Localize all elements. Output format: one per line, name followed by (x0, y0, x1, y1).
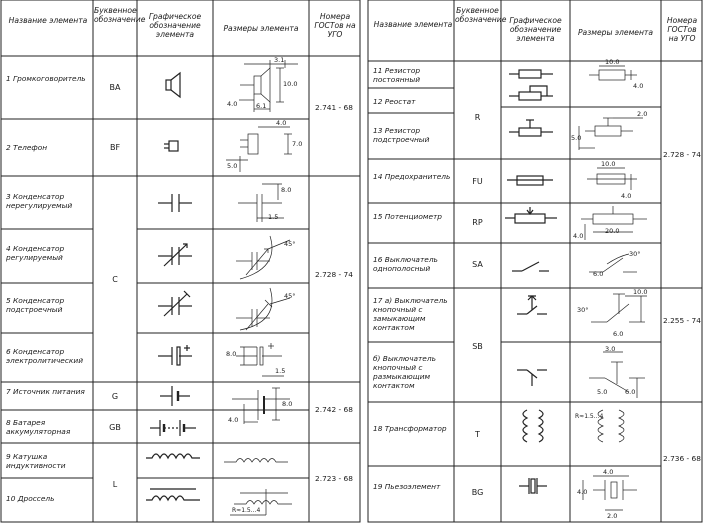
row-name-19: 19 Пьезоэлемент (373, 482, 441, 491)
dim-r-6c: 6.0 (625, 388, 636, 396)
row-name-4: 4 Конденсатор регулируемый (6, 244, 65, 262)
code-rp: RP (472, 218, 483, 227)
dim-r-4: 4.0 (633, 82, 644, 90)
header-size: Размеры элемента (223, 24, 299, 33)
dim-r-4e: 4.0 (577, 488, 588, 496)
row-name-1: 1 Громкоговоритель (6, 74, 86, 83)
dim-8b: 8.0 (226, 350, 237, 358)
code-c: C (112, 275, 118, 284)
code-sa: SA (472, 260, 483, 269)
header-size-r: Размеры элемента (577, 28, 654, 37)
dim-6-1: 6.1 (256, 102, 267, 110)
gost-4: 2.723 - 68 (315, 474, 353, 483)
row-name-11: 11 Резистор постоянный (373, 66, 421, 84)
dim-r-5: 5.0 (571, 134, 582, 142)
row-name-15: 15 Потенциометр (373, 212, 442, 221)
header-graphic-r: Графическое обозначение элемента (509, 16, 562, 43)
row-name-7: 7 Источник питания (6, 387, 85, 396)
header-gost-r: Номера ГОСТов на УГО (666, 16, 698, 43)
code-sb: SB (472, 342, 483, 351)
angle-45b: 45° (284, 292, 296, 300)
dim-r-5b: 5.0 (597, 388, 608, 396)
dim-4c: 4.0 (228, 416, 239, 424)
code-gb: GB (109, 423, 121, 432)
code-r: R (474, 113, 481, 122)
code-g: G (111, 392, 119, 401)
dim-1-5: 1.5 (268, 213, 279, 221)
row-name-9: 9 Катушка индуктивности (6, 452, 66, 470)
row-name-5: 5 Конденсатор подстроечный (6, 296, 65, 314)
header-name-r: Название элемента (373, 20, 453, 29)
row-name-13: 13 Резистор подстроечный (373, 126, 430, 144)
gost-7: 2.736 - 68 (663, 454, 701, 463)
dim-4b: 4.0 (276, 119, 287, 127)
dim-r-3: 3.0 (605, 345, 616, 353)
dim-8: 8.0 (281, 186, 292, 194)
row-name-2: 2 Телефон (6, 143, 48, 152)
header-graphic: Графическое обозначение элемента (148, 12, 202, 39)
row-name-10: 10 Дроссель (6, 494, 55, 503)
header-letter: Буквенное обозначение (94, 6, 146, 24)
row-name-17b: б) Выключатель кнопочный с размыкающим контактом (373, 354, 436, 390)
dim-4: 4.0 (227, 100, 238, 108)
dim-r-2: 2.0 (637, 110, 648, 118)
row-name-14: 14 Предохранитель (373, 172, 451, 181)
dim-8c: 8.0 (282, 400, 293, 408)
dim-r-2b: 2.0 (607, 512, 618, 520)
dim-r-4d: 4.0 (603, 468, 614, 476)
row-name-8: 8 Батарея аккумуляторная (6, 418, 71, 436)
code-l: L (112, 480, 118, 489)
angle-r-30b: 30° (577, 306, 589, 314)
code-ba: BA (109, 83, 121, 92)
dim-5: 5.0 (227, 162, 238, 170)
code-bg: BG (471, 488, 484, 497)
dim-r-4b: 4.0 (621, 192, 632, 200)
row-name-17a: 17 а) Выключатель кнопочный с замыкающим контактом (373, 296, 448, 332)
gost-5: 2.728 - 74 (663, 150, 701, 159)
dim-r-10c: 10.0 (633, 288, 648, 296)
row-name-18: 18 Трансформатор (373, 424, 447, 433)
row-name-6: 6 Конденсатор электролитический (6, 347, 83, 365)
dim-3-1: 3.1 (274, 56, 285, 64)
dim-1-5b: 1.5 (275, 367, 286, 375)
gost-2: 2.728 - 74 (315, 270, 353, 279)
row-name-12: 12 Реостат (373, 97, 416, 106)
dim-10: 10.0 (283, 80, 298, 88)
dim-radius: R≈1.5...4 (232, 507, 261, 514)
row-name-16: 16 Выключатель однополосный (373, 255, 438, 273)
gost-1: 2.741 - 68 (315, 103, 353, 112)
header-name: Название элемента (8, 16, 88, 25)
angle-45a: 45° (284, 240, 296, 248)
dim-r-20: 20.0 (605, 227, 620, 235)
code-t: T (475, 430, 480, 439)
dim-r-10b: 10.0 (601, 160, 616, 168)
dim-r-4c: 4.0 (573, 232, 584, 240)
header-gost: Номера ГОСТов на УГО (314, 12, 356, 39)
right-table (367, 0, 703, 523)
dim-r-radius: R≈1.5...4 (575, 413, 604, 420)
dim-r-6: 6.0 (593, 270, 604, 278)
dim-r-6b: 6.0 (613, 330, 624, 338)
angle-r-30a: 30° (629, 250, 641, 258)
dim-r-10: 10.0 (605, 58, 620, 66)
header-letter-r: Буквенное обозначение (455, 6, 507, 24)
row-name-3: 3 Конденсатор нерегулируемый (6, 192, 73, 210)
gost-3: 2.742 - 68 (315, 405, 353, 414)
dim-7: 7.0 (292, 140, 303, 148)
code-bf: BF (109, 143, 121, 152)
code-fu: FU (472, 177, 483, 186)
gost-6: 2.255 - 74 (663, 316, 701, 325)
